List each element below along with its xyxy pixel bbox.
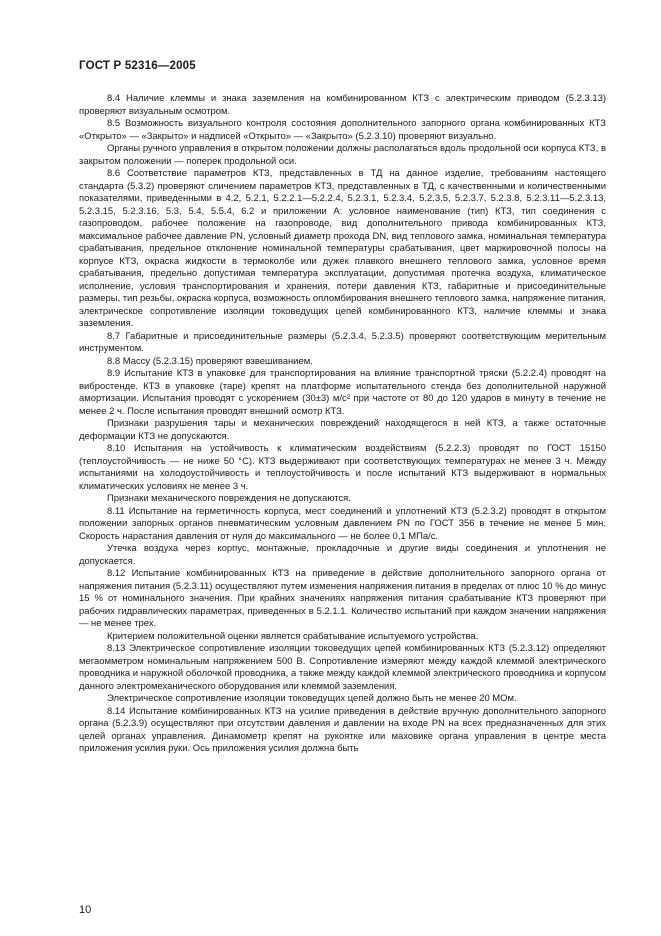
paragraph: Органы ручного управления в открытом положении должны располагаться вдоль продольной оси корпуса КТЗ, в закрытом положении — поперек продольной оси. [79,143,606,167]
paragraph: 8.8 Массу (5.2.3.15) проверяют взвешиванием. [107,355,313,367]
paragraph: 8.7 Габаритные и присоединительные размеры (5.2.3.4, 5.2.3.5) проверяют соответствующим мерительным инструментом. [79,330,606,354]
paragraph: Признаки разрушения тары и механических повреждений находящегося в ней КТЗ, а также остаточные деформации КТЗ не допускаются. [79,418,606,442]
paragraph: 8.9 Испытание КТЗ в упаковке для транспортирования на влияние транспортной тряски (5.2.2.4) проводят на вибростенде. КТЗ в упаковке (таре) крепят на платформе испытательного стенда без дополнительной наружной амортизации. Испытания проводят с ускорением (30±3) м/с² при частоте от 80 до 120 ударов в минуту в течение не менее 2 ч. После испытания проводят внешний осмотр КТЗ. [79,368,606,417]
page-number: 10 [79,904,92,916]
paragraph: 8.6 Соответствие параметров КТЗ, представленных в ТД на данное изделие, требованиям настоящего стандарта (5.3.2) проверяют сличением параметров КТЗ, представленных в ТД, с качественными и количественными показателями, приведенными в 4.2, 5.2.1, 5.2.2.1—5.2.2.4, 5.2.3.1, 5.2.3.4, 5.2.3.5, 5.2.3.7, 5.2.3.8, 5.2.3.11—5.2.3.13, 5.2.3.15, 5.2.3.16, 5.3, 5.4, 5.5.4, 6.2 и приложении А: условное наименование (тип) КТЗ, тип соединения с газопроводом, рабочее положение на газопроводе, вид дополнительного привода комбинированных КТЗ, максимальное рабочее давление PN, условный диаметр прохода DN, вид теплового замка, номинальная температура срабатывания, предельное отклонение номинальной температуры срабатывания, цвет маркировочной полосы на корпусе КТЗ, окраска жидкости в термоколбе или дужек плавкого внешнего теплового замка, условное время срабатывания, предельно допустимая температура эксплуатации, допустимая протечка воздуха, климатическое исполнение, условия транспортирования и хранения, потери давления КТЗ, габаритные и присоединительные размеры, тип резьбы, окраска корпуса, возможность опломбирования внешнего теплового замка, напряжение питания, электрическое сопротивление изоляции токоведущих цепей комбинированного КТЗ, наличие клеммы и знака заземления. [79,168,607,329]
paragraph: 8.5 Возможность визуального контроля состояния дополнительного запорного органа комбинированных КТЗ «Открыто» — «Закрыто» и надписей «Открыто» — «Закрыто» (5.2.3.10) проверяют визуально. [79,118,606,142]
paragraph: 8.10 Испытания на устойчивость к климатическим воздействиям (5.2.2.3) проводят по ГОСТ 15150 (теплоустойчивость — не ниже 50 °С). КТЗ выдерживают при соответствующих температурах не менее 3 ч. Между испытаниями на холодоустойчивость и теплоустойчивость и после испытаний КТЗ выдерживают в нормальных климатических условиях не менее 3 ч. [79,443,606,492]
paragraph: 8.13 Электрическое сопротивление изоляции токоведущих цепей комбинированных КТЗ (5.2.3.12) определяют мегаомметром номинальным напряжением 500 В. Сопротивление измеряют между каждой клеммой электрического проводника и наружной оболочкой проводника, а также между каждой клеммой электрического проводника и корпусом данного электромеханического оборудования или клеммой заземления. [79,643,606,692]
standard-header: ГОСТ Р 52316—2005 [79,60,196,72]
paragraph: 8.11 Испытание на герметичность корпуса, мест соединений и уплотнений КТЗ (5.2.3.2) проводят в открытом положении запорных органов пневматическим условным давлением PN по ГОСТ 356 в течение не менее 5 мин. Скорость нарастания давления от нуля до максимального — не более 0,1 МПа/с. [79,505,606,542]
paragraph: 8.4 Наличие клеммы и знака заземления на комбинированном КТЗ с электрическим приводом (5.2.3.13) проверяют визуальным осмотром. [79,93,606,117]
paragraph: Признаки механического повреждения не допускаются. [107,493,351,504]
paragraph: Электрическое сопротивление изоляции токоведущих цепей должно быть не менее 20 МОм. [107,693,517,704]
paragraph: 8.12 Испытание комбинированных КТЗ на приведение в действие дополнительного запорного органа от напряжения питания (5.2.3.11) осуществляют путем изменения напряжения питания в пределах от плюс 10 % до минус 15 % от номинального значения. При крайних значениях напряжения питания срабатывание КТЗ проверяют при рабочих гидравлических параметрах, приведенных в 5.2.1.1. Количество испытаний при каждом значении напряжения — не менее трех. [79,568,606,629]
paragraph: 8.14 Испытание комбинированных КТЗ на усилие приведения в действие вручную дополнительного запорного органа (5.2.3.9) осуществляют при отсутствии давления и давлении на входе PN на всех предназначенных для этих целей органах управления. Динамометр крепят на рукоятке или маховике органа управления в центре места приложения усилия руки. Ось приложения усилия должна быть [79,705,606,754]
paragraph: Утечка воздуха через корпус, монтажные, прокладочные и другие виды соединения и уплотнения не допускается. [79,543,606,567]
paragraph: Критерием положительной оценки является срабатывание испытуемого устройства. [107,630,479,642]
document-body [79,93,606,756]
